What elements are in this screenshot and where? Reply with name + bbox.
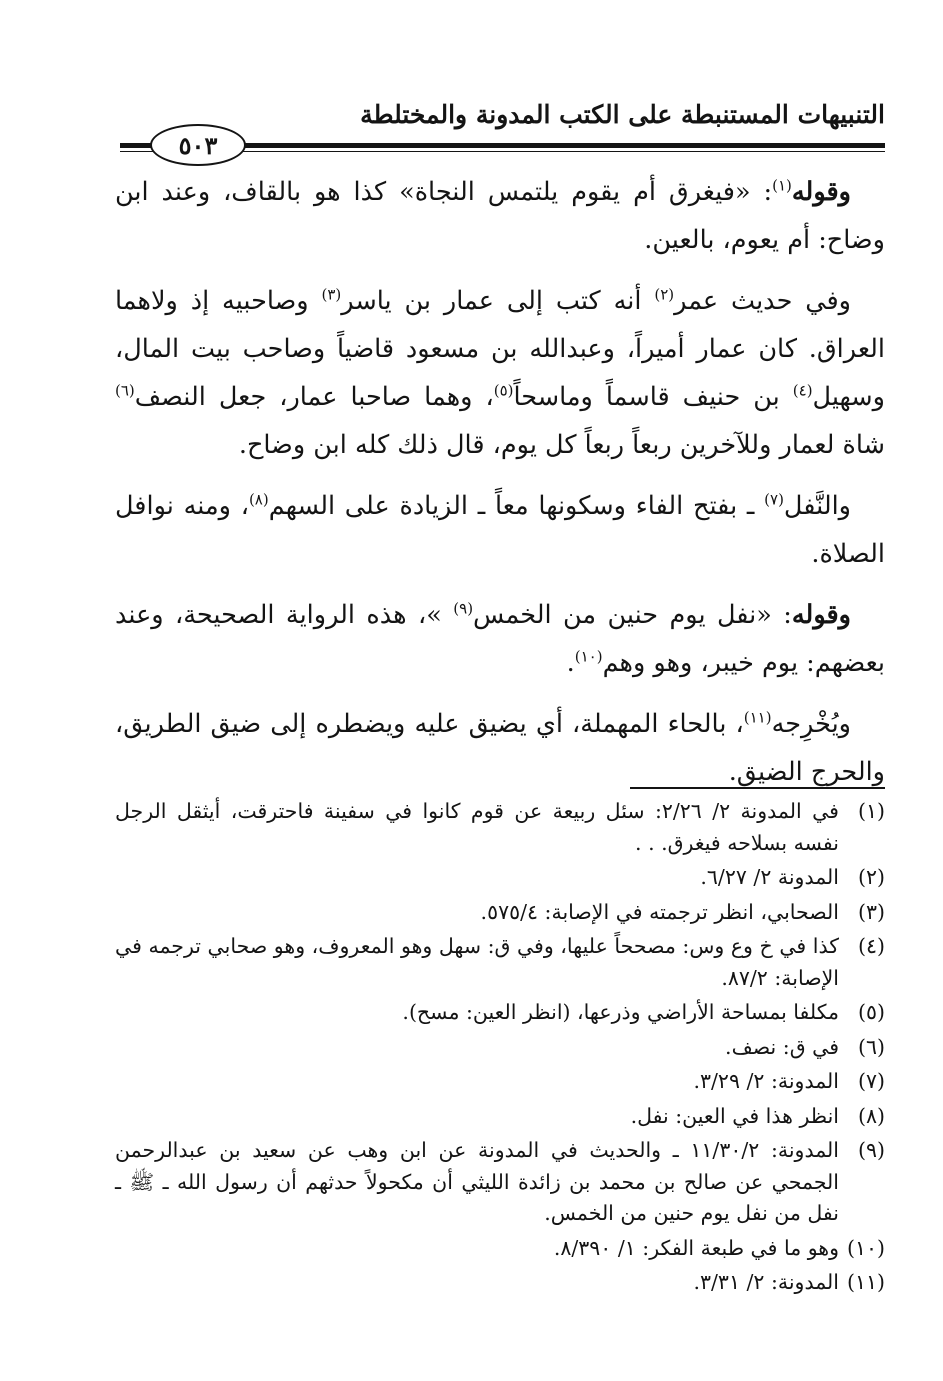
text-run: : «نفل يوم حنين من الخمس [473,600,792,630]
footnote-ref: (١١) [743,708,772,727]
text-run: . [566,648,575,678]
running-header-title: التنبيهات المستنبطة على الكتب المدونة والمختلطة [360,100,885,129]
footnote [115,997,885,1029]
footnote-text: في ق: نصف. [725,1034,839,1059]
footnote-number: (٥) [857,1000,885,1024]
text-run: والنَّفل [783,491,851,521]
text-run: ، ومنه نوافل الصلاة. [115,491,885,569]
footnote-number: (١) [857,799,885,823]
footnote [115,1066,885,1098]
footnote-number: (٢) [857,865,885,889]
footnote-ref: (٧) [764,490,784,509]
footnote-text: المدونة: ١١/٣٠/٢ ـ والحديث في المدونة عن ابن وهب عن سعيد بن عبدالرحمن الجمحي عن صالح بن محمد بن زائدة الليثي أن مكحولاً حدثهم أن رسول الله ـ ﷺ ـ نفل من نفل يوم حنين من الخمس. [115,1138,839,1225]
footnote-text: وهو ما في طبعة الفكر: ١/ ٨/٣٩٠. [553,1235,839,1260]
footnote [115,796,885,859]
page-number-oval [150,124,246,166]
footnote-number: (٣) [857,899,885,924]
text-run: أنه كتب إلى عمار بن ياسر [341,286,655,316]
footnote-number: (١٠) [846,1235,885,1260]
text-run: »، هذه الرواية الصحيحة، وعند بعضهم: يوم خيبر، وهو وهم [115,600,885,678]
footnote-number: (٤) [857,934,885,958]
footnote [115,931,885,994]
footnote-number: (٦) [857,1034,885,1059]
footnote-ref: (١) [772,176,792,195]
footnote [115,1267,885,1299]
paragraph [115,700,885,796]
footnotes-list [115,796,885,1302]
footnote-text: انظر هذا في العين: نفل. [630,1103,839,1128]
footnote-ref: (٤) [792,381,813,400]
footnote-text: الصحابي، انظر ترجمته في الإصابة: ٥٧٥/٤. [480,899,839,924]
footnote-number: (١١) [846,1270,885,1294]
text-run: وصاحبيه إذ ولاهما العراق. كان عمار أميراً، وعبدالله بن مسعود قاضياً وصاحب بيت المال، وسهيل [115,286,885,412]
footnote-number: (٨) [857,1103,885,1128]
text-run: ، بالحاء المهملة، أي يضيق عليه ويضطره إلى ضيق الطريق، والحرج الضيق. [115,709,885,787]
footnote-text: المدونة ٢/ ٦/٢٧. [700,865,839,889]
text-run: شاة لعمار وللآخرين ربعاً ربعاً كل يوم، قال ذلك كله ابن وضاح. [238,430,885,460]
text-run: ، وهما صاحبا عمار، جعل النصف [134,382,494,412]
text-run: ويُخْرِجه [771,709,851,739]
footnote-text: في المدونة ٢/ ٢/٢٦: سئل ربيعة عن قوم كانوا في سفينة فاحترقت، أيثقل الرجل نفسه بسلاحه فيغرق. . . [115,799,839,855]
paragraph [115,277,885,469]
bold-keyword: وقوله [791,600,851,630]
footnote [115,862,885,894]
footnote-number: (٩) [857,1138,885,1162]
footnote-text: المدونة: ٢/ ٣/٣١. [693,1270,839,1294]
footnote-ref: (٩) [453,599,474,618]
text-run: : «فيغرق أم يقوم يلتمس النجاة» كذا هو بالقاف، وعند ابن وضاح: أم يعوم، بالعين. [115,177,885,255]
bold-keyword: وقوله [791,177,851,207]
paragraph [115,591,885,687]
footnote [115,1135,885,1230]
footnote-text: مكلفا بمساحة الأراضي وذرعها، (انظر العين: مسح). [402,1000,839,1024]
text-run: وفي حديث عمر [674,286,851,316]
text-run: ـ بفتح الفاء وسكونها معاً ـ الزيادة على السهم [268,491,765,521]
footnote [115,897,885,929]
footnote-text: المدونة: ٢/ ٣/٢٩. [693,1069,839,1093]
footnote-ref: (٦) [115,381,135,400]
footnote-number: (٧) [857,1069,885,1093]
footnote-ref: (٢) [654,285,675,304]
footnote-ref: (٣) [321,285,342,304]
footnote-text: كذا في خ وع وس: مصححاً عليها، وفي ق: سهل وهو المعروف، وهو صحابي ترجمه في الإصابة: ٨٧/٢. [115,934,839,990]
text-run: بن حنيف قاسماً وماسحاً [513,382,793,412]
paragraph [115,168,885,264]
footnote [115,1101,885,1133]
footnote-ref: (٨) [248,490,269,509]
footnote-ref: (٥) [493,381,514,400]
paragraph [115,482,885,578]
footnote [115,1233,885,1265]
footnote-ref: (١٠) [574,647,603,666]
footnote-separator [630,787,885,789]
main-text [115,168,885,809]
footnote [115,1032,885,1064]
page-number: ٥٠٣ [178,130,218,160]
